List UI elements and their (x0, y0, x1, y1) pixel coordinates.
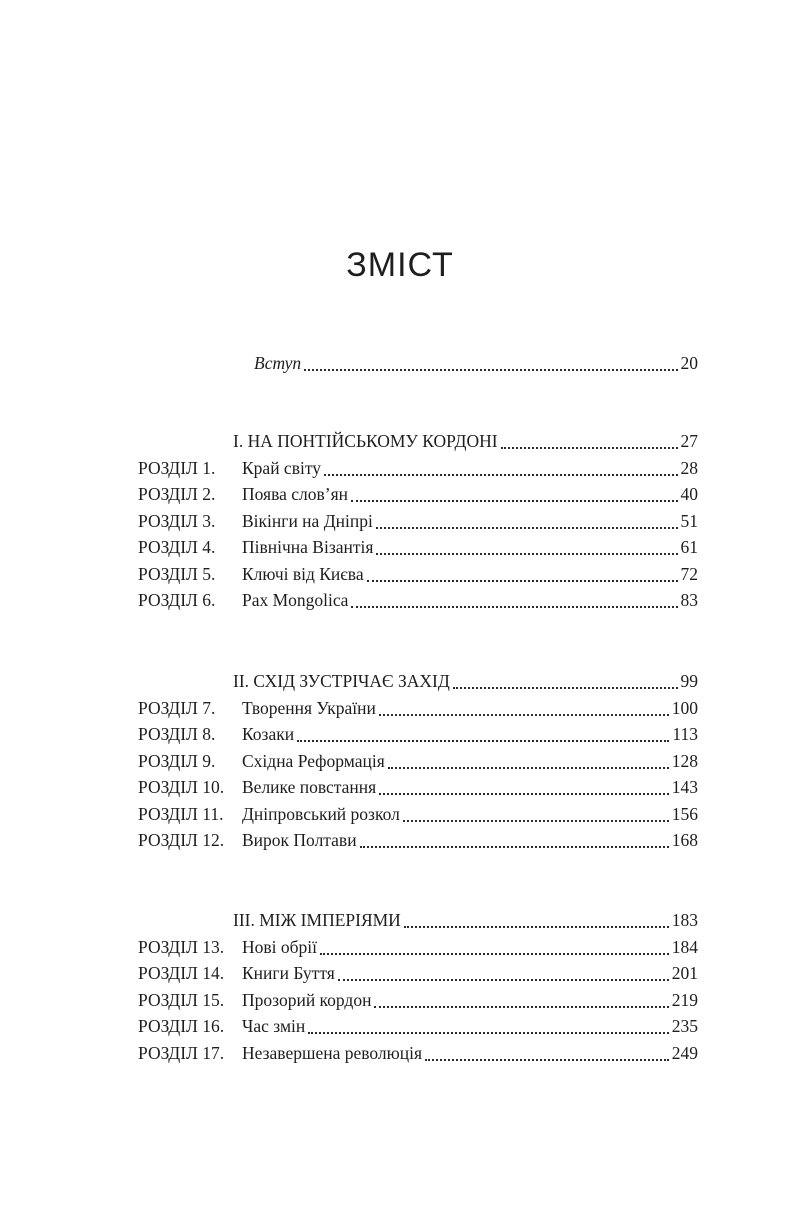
chapter-page: 219 (671, 990, 698, 1010)
toc-entry-page: 20 (680, 353, 698, 373)
chapter-title: Час змін (242, 1016, 306, 1036)
toc-chapter-entry[interactable] (138, 455, 698, 481)
dot-leader (425, 1059, 669, 1061)
chapter-page: 28 (680, 458, 698, 478)
toc-chapter-entry[interactable] (138, 827, 698, 853)
dot-leader (379, 793, 669, 795)
chapter-page: 100 (671, 698, 698, 718)
dot-leader (320, 953, 669, 955)
toc-chapter-entry[interactable] (138, 587, 698, 613)
chapter-title: Козаки (242, 724, 295, 744)
toc-chapter-entry[interactable] (138, 801, 698, 827)
toc-entry-title: Вступ (254, 353, 302, 373)
dot-leader (297, 740, 669, 742)
toc-part-title: II. СХІД ЗУСТРІЧАЄ ЗАХІД (233, 671, 450, 691)
toc-entry-page: 27 (680, 431, 698, 451)
toc-chapter-entry[interactable] (138, 774, 698, 800)
chapter-label: РОЗДІЛ 8. (138, 724, 216, 744)
chapter-label: РОЗДІЛ 17. (138, 1043, 225, 1063)
dot-leader (374, 1006, 668, 1008)
chapter-title: Вирок Полтави (242, 830, 357, 850)
toc-chapter-entry[interactable] (138, 561, 698, 587)
chapter-title: Велике повстання (242, 777, 377, 797)
dot-leader (367, 580, 678, 582)
toc-chapter-entry[interactable] (138, 934, 698, 960)
chapter-title: Книги Буття (242, 963, 335, 983)
chapter-label: РОЗДІЛ 7. (138, 698, 216, 718)
chapter-title: Дніпровський розкол (242, 804, 400, 824)
dot-leader (308, 1032, 669, 1034)
toc-intro-entry[interactable] (138, 350, 698, 376)
chapter-label: РОЗДІЛ 2. (138, 484, 216, 504)
chapter-page: 201 (671, 963, 698, 983)
chapter-label: РОЗДІЛ 14. (138, 963, 225, 983)
chapter-page: 156 (671, 804, 698, 824)
chapter-page: 113 (672, 724, 698, 744)
dot-leader (388, 767, 669, 769)
dot-leader (404, 926, 669, 928)
dot-leader (324, 474, 678, 476)
chapter-title: Ключі від Києва (242, 564, 364, 584)
chapter-title: Прозорий кордон (242, 990, 372, 1010)
chapter-title: Незавершена революція (242, 1043, 422, 1063)
dot-leader (376, 527, 678, 529)
chapter-label: РОЗДІЛ 9. (138, 751, 216, 771)
chapter-title: Нові обрії (242, 937, 318, 957)
toc-chapter-entry[interactable] (138, 748, 698, 774)
chapter-page: 235 (671, 1016, 698, 1036)
chapter-title: Творення України (242, 698, 376, 718)
dot-leader (501, 447, 678, 449)
toc-chapter-entry[interactable] (138, 695, 698, 721)
chapter-label: РОЗДІЛ 3. (138, 511, 216, 531)
chapter-label: РОЗДІЛ 4. (138, 537, 216, 557)
chapter-page: 143 (671, 777, 698, 797)
toc-entry-page: 183 (671, 910, 698, 930)
dot-leader (376, 553, 677, 555)
toc-chapter-entry[interactable] (138, 987, 698, 1013)
toc-chapter-entry[interactable] (138, 1040, 698, 1066)
chapter-page: 61 (680, 537, 698, 557)
toc-chapter-entry[interactable] (138, 960, 698, 986)
chapter-label: РОЗДІЛ 12. (138, 830, 225, 850)
chapter-label: РОЗДІЛ 11. (138, 804, 224, 824)
toc-chapter-entry[interactable] (138, 1013, 698, 1039)
dot-leader (403, 820, 669, 822)
dot-leader (304, 369, 677, 371)
dot-leader (360, 846, 669, 848)
chapter-page: 249 (671, 1043, 698, 1063)
chapter-page: 168 (671, 830, 698, 850)
toc-chapter-entry[interactable] (138, 721, 698, 747)
page-title: ЗМІСТ (346, 246, 454, 284)
toc-chapter-entry[interactable] (138, 481, 698, 507)
toc-entry-page: 99 (680, 671, 698, 691)
chapter-page: 51 (680, 511, 698, 531)
chapter-title: Східна Реформація (242, 751, 385, 771)
toc-chapter-entry[interactable] (138, 534, 698, 560)
chapter-title: Pax Mongolica (242, 590, 349, 610)
dot-leader (351, 606, 677, 608)
dot-leader (351, 500, 677, 502)
chapter-label: РОЗДІЛ 10. (138, 777, 225, 797)
chapter-label: РОЗДІЛ 1. (138, 458, 216, 478)
chapter-label: РОЗДІЛ 16. (138, 1016, 225, 1036)
toc-part-heading[interactable] (138, 907, 698, 933)
chapter-page: 128 (671, 751, 698, 771)
chapter-page: 184 (671, 937, 698, 957)
dot-leader (379, 714, 669, 716)
toc-part-heading[interactable] (138, 668, 698, 694)
toc-part-title: I. НА ПОНТІЙСЬКОМУ КОРДОНІ (233, 431, 498, 451)
chapter-title: Вікінги на Дніпрі (242, 511, 373, 531)
chapter-label: РОЗДІЛ 6. (138, 590, 216, 610)
chapter-label: РОЗДІЛ 5. (138, 564, 216, 584)
chapter-page: 72 (680, 564, 698, 584)
dot-leader (338, 979, 669, 981)
toc-part-title: III. МІЖ ІМПЕРІЯМИ (233, 910, 401, 930)
chapter-label: РОЗДІЛ 13. (138, 937, 225, 957)
chapter-title: Край світу (242, 458, 321, 478)
toc-part-heading[interactable] (138, 428, 698, 454)
chapter-page: 40 (680, 484, 698, 504)
chapter-label: РОЗДІЛ 15. (138, 990, 225, 1010)
chapter-title: Поява слов’ян (242, 484, 349, 504)
dot-leader (453, 687, 678, 689)
toc-chapter-entry[interactable] (138, 508, 698, 534)
chapter-title: Північна Візантія (242, 537, 374, 557)
chapter-page: 83 (680, 590, 698, 610)
